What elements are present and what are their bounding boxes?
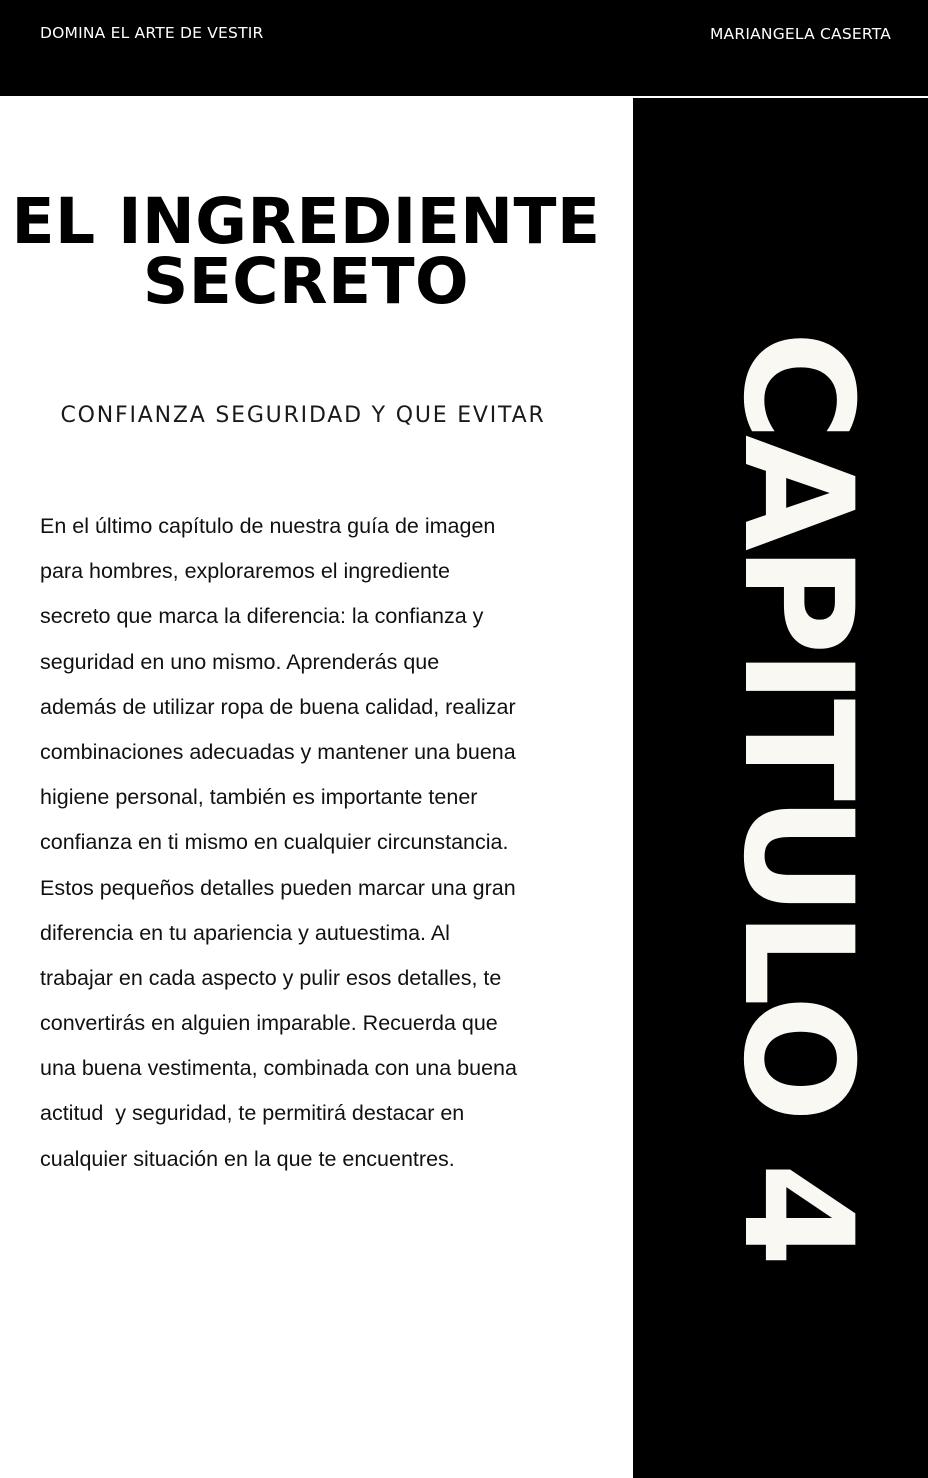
chapter-label: CAPITULO 4 xyxy=(710,330,884,1262)
body-line: combinaciones adecuadas y mantener una buena xyxy=(40,739,516,764)
body-line: convertirás en alguien imparable. Recuerda que xyxy=(40,1011,498,1036)
body-paragraph xyxy=(40,508,600,1186)
title-line-1: EL INGREDIENTE xyxy=(11,185,601,258)
body-line: diferencia en tu apariencia y autuestima. Al xyxy=(40,920,450,945)
header-bar xyxy=(0,0,928,96)
body-line: Estos pequeños detalles pueden marcar una gran xyxy=(40,875,516,900)
body-line: secreto que marca la diferencia: la confianza y xyxy=(40,604,484,629)
body-line: actitud y seguridad, te permitirá destacar en xyxy=(40,1101,465,1126)
series-title: DOMINA EL ARTE DE VESTIR xyxy=(40,24,264,42)
body-line: cualquier situación en la que te encuentres. xyxy=(40,1146,455,1171)
body-line: En el último capítulo de nuestra guía de imagen xyxy=(40,514,496,538)
body-line: una buena vestimenta, combinada con una buena xyxy=(40,1056,517,1081)
body-line: además de utilizar ropa de buena calidad, realizar xyxy=(40,694,516,719)
body-line: para hombres, exploraremos el ingrediente xyxy=(40,559,450,584)
body-line: confianza en ti mismo en cualquier circunstancia. xyxy=(40,830,509,855)
page-title xyxy=(0,185,612,318)
title-line-2: SECRETO xyxy=(142,245,470,318)
author-name: MARIANGELA CASERTA xyxy=(709,25,891,43)
subtitle: CONFIANZA SEGURIDAD Y QUE EVITAR xyxy=(60,403,546,428)
body-line: trabajar en cada aspecto y pulir esos detalles, te xyxy=(40,965,502,990)
body-line: higiene personal, también es importante tener xyxy=(40,785,478,810)
body-line: seguridad en uno mismo. Aprenderás que xyxy=(40,649,440,674)
